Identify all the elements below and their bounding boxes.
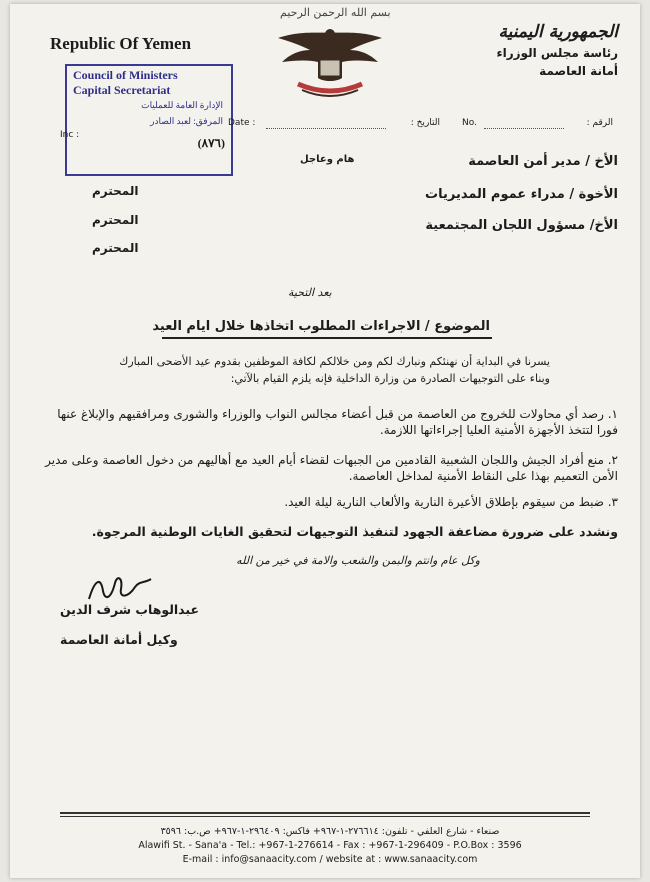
addressee-2: الأخوة / مدراء عموم المديريات <box>425 187 618 202</box>
date-en-label: Date : <box>228 118 256 128</box>
footer-english-address: Alawifi St. - Sana'a - Tel.: +967-1-276614 - Fax : +967-1-296409 - P.O.Box : 3596 <box>138 840 522 851</box>
signer-name: عبدالوهاب شرف الدين <box>60 602 200 617</box>
greeting: بعد التحية <box>288 286 332 299</box>
honorific-1: المحترم <box>92 184 139 198</box>
intro-line-2: وبناء على التوجيهات الصادرة من وزارة الداخلية فإنه يلزم القيام بالآتي: <box>230 372 550 385</box>
directive-item-3: ٣. ضبط من سيقوم بإطلاق الأعيرة النارية والألعاب النارية ليلة العيد. <box>284 495 618 509</box>
directive-item-1: ١. رصد أي محاولات للخروج من العاصمة من قبل أعضاء مجالس النواب والوزراء والشورى ومرافقيهم والإبلاغ عنها فورا لتتخذ الأجهزة الأمنية العليا إجراءاتها اللازمة. <box>57 407 618 437</box>
handwritten-greeting: وكل عام وانتم والبمن والشعب والامة في خير من الله <box>236 554 480 567</box>
english-country-title: Republic Of Yemen <box>50 34 192 53</box>
subject-underline <box>162 337 492 339</box>
intro-line-1: يسرنا في البداية أن نهنئكم ونبارك لكم ومن خلالكم لكافة الموظفين بقدوم عيد الأضحى المبارك <box>119 355 550 368</box>
ref-ar-label: الرقم : <box>586 118 613 128</box>
stamp-line-department: الإدارة العامة للعمليات <box>141 100 223 110</box>
footer-rule-thick <box>60 812 590 814</box>
letter-page <box>10 4 640 878</box>
closing-statement: ونشدد على ضرورة مضاعفة الجهود لتنفيذ التوجيهات لتحقيق الغايات الوطنية المرجوة. <box>91 524 618 539</box>
inc-label: Inc : <box>60 130 80 140</box>
ref-line <box>484 128 564 129</box>
addressee-1: الأخ / مدير أمن العاصمة <box>468 154 618 169</box>
arabic-secretariat-title: أمانة العاصمة <box>539 64 618 78</box>
signer-title: وكيل أمانة العاصمة <box>60 632 178 647</box>
footer-contact: E-mail : info@sanaacity.com / website at : www.sanaacity.com <box>182 854 478 865</box>
reference-row <box>60 114 615 136</box>
footer-arabic-address: صنعاء - شارع العلفي - تلفون: ٢٧٦٦١٤-١-٩٦٧+ فاكس: ٢٩٦٤٠٩-١-٩٦٧+ ص.ب: ٣٥٩٦ <box>160 826 500 837</box>
stamp-line-attachment: المرفق: لعبد الصادر <box>150 116 223 126</box>
stamp-number: (٨٧٦) <box>197 136 225 150</box>
arabic-ministry-title: رئاسة مجلس الوزراء <box>496 46 618 60</box>
subject-line: الموضوع / الاجراءات المطلوب اتخاذها خلال ايام العيد <box>152 319 490 334</box>
bismillah-header: بسم الله الرحمن الرحيم <box>280 6 391 19</box>
eagle-emblem-icon <box>272 24 388 102</box>
honorific-3: المحترم <box>92 241 139 255</box>
urgent-label: هام وعاجل <box>300 154 355 165</box>
stamp-line-secretariat: Capital Secretariat <box>73 83 171 97</box>
addressee-3: الأخ/ مسؤول اللجان المجتمعية <box>425 218 618 233</box>
arabic-country-title: الجمهورية اليمنية <box>498 22 618 42</box>
stamp-line-council: Council of Ministers <box>73 68 178 82</box>
footer-rule-thin <box>60 816 590 817</box>
directive-item-2: ٢. منع أفراد الجيش واللجان الشعبية القادمين من الجبهات لقضاء أيام العيد مع أهاليهم من دخول العاصمة وعلى مدير الأمن التعميم بهذا على النقاط الأمنية لمداخل العاصمة. <box>45 453 618 483</box>
date-ar-label: التاريخ : <box>410 118 440 128</box>
date-line <box>266 128 386 129</box>
ref-en-label: No. <box>462 118 477 128</box>
honorific-2: المحترم <box>92 213 139 227</box>
